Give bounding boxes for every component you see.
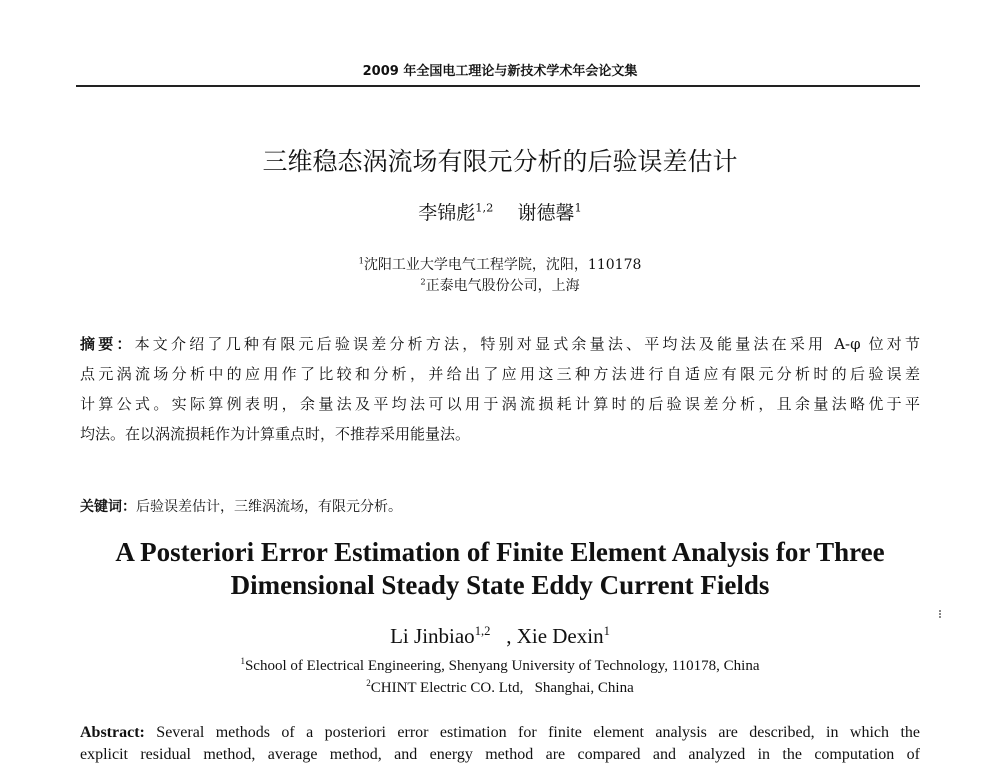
scan-artifact bbox=[939, 610, 943, 618]
en-abstract-line bbox=[80, 724, 920, 742]
cn-abstract-line: 点元涡流场分析中的应用作了比较和分析，并给出了应用这三种方法进行自适应有限元分析时的后验误差 bbox=[80, 365, 920, 383]
cn-authors bbox=[0, 198, 1000, 225]
en-abstract-line: explicit residual method, average method, and energy method are compared and analyzed in the computation of bbox=[80, 746, 920, 763]
cn-author: 李锦彪 bbox=[418, 202, 476, 224]
en-authors bbox=[0, 624, 1000, 649]
cn-keywords bbox=[80, 496, 402, 516]
cn-abstract-line: 均法。在以涡流损耗作为计算重点时，不推荐采用能量法。 bbox=[80, 425, 471, 443]
aff-sup: 2 bbox=[366, 678, 371, 688]
author-sup: 1 bbox=[603, 624, 610, 638]
en-author: , Xie Dexin bbox=[506, 624, 604, 648]
aff-text: 沈阳工业大学电气工程学院，沈阳，110178 bbox=[363, 257, 642, 273]
en-title-line: A Posteriori Error Estimation of Finite Element Analysis for Three bbox=[115, 537, 885, 567]
en-title-line: Dimensional Steady State Eddy Current Fields bbox=[230, 570, 770, 600]
en-author: Li Jinbiao bbox=[390, 624, 475, 648]
keywords-label: 关键词： bbox=[80, 499, 136, 515]
aff-text: School of Electrical Engineering, Shenyang University of Technology, 110178, China bbox=[244, 658, 760, 674]
author-sup: 1,2 bbox=[474, 624, 491, 638]
aff-text: 正泰电气股份公司，上海 bbox=[425, 278, 580, 294]
aff-sup: 2 bbox=[420, 276, 426, 287]
cn-affiliation-1 bbox=[0, 254, 1000, 274]
aff-text: CHINT Electric CO. Ltd, Shanghai, China bbox=[370, 680, 634, 696]
en-affiliation-1 bbox=[0, 658, 1000, 675]
author-sup: 1 bbox=[574, 200, 582, 215]
aff-sup: 1 bbox=[240, 656, 245, 666]
header-rule bbox=[76, 85, 920, 87]
abstract-text: 本文介绍了几种有限元后验误差分析方法，特别对显式余量法、平均法及能量法在采用 A-φ 位对节 bbox=[134, 335, 920, 353]
en-affiliation-2 bbox=[0, 680, 1000, 697]
running-header: 2009 年全国电工理论与新技术学术年会论文集 bbox=[362, 64, 638, 79]
cn-abstract-label: 摘要： bbox=[80, 335, 135, 353]
keywords-text: 后验误差估计，三维涡流场，有限元分析。 bbox=[136, 499, 402, 515]
cn-title: 三维稳态涡流场有限元分析的后验误差估计 bbox=[262, 147, 738, 176]
aff-sup: 1 bbox=[358, 255, 364, 266]
cn-abstract-line: 计算公式。实际算例表明，余量法及平均法可以用于涡流损耗计算时的后验误差分析，且余量法略优于平 bbox=[80, 395, 920, 413]
cn-affiliation-2 bbox=[0, 275, 1000, 295]
en-abstract-label: Abstract: bbox=[80, 724, 145, 741]
cn-author: 谢德馨 bbox=[517, 202, 575, 224]
cn-abstract-line bbox=[80, 333, 920, 354]
abstract-text: Several methods of a posteriori error estimation for finite element analysis are described, in which the bbox=[144, 724, 920, 741]
author-sup: 1,2 bbox=[475, 200, 494, 215]
